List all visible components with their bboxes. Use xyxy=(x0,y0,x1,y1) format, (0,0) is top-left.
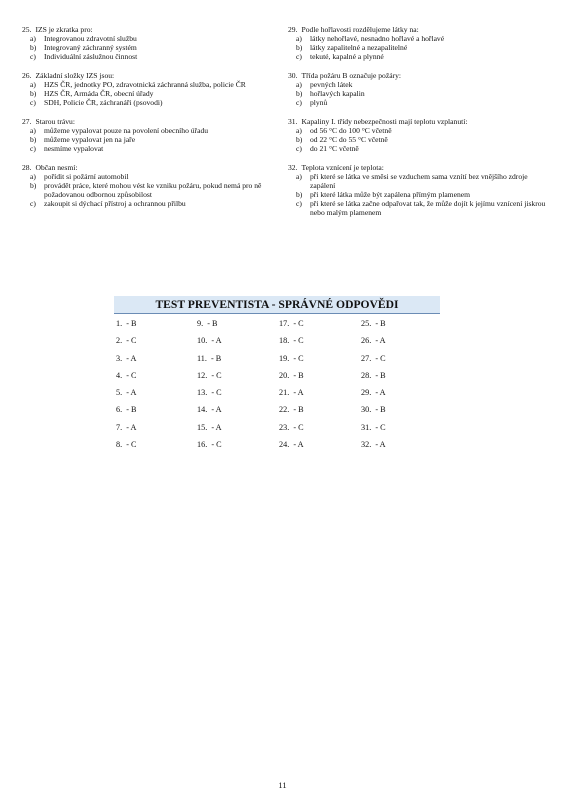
answer-option xyxy=(288,98,546,107)
question-text: Starou trávu: xyxy=(35,117,75,126)
question-text: Občan nesmí: xyxy=(35,163,78,172)
question-text: IZS je zkratka pro: xyxy=(35,25,93,34)
answer-key-item: 14. - A xyxy=(197,405,222,415)
answers-column-1 xyxy=(116,318,136,456)
answer-option xyxy=(288,126,546,135)
option-letter: a) xyxy=(30,126,36,135)
answer-option xyxy=(288,199,546,217)
answer-key-item: 15. - A xyxy=(197,422,222,432)
option-letter: b) xyxy=(296,190,303,199)
answer-option xyxy=(22,126,272,135)
question-block xyxy=(288,25,546,61)
answer-key-item: 13. - C xyxy=(197,388,222,398)
page-number: 11 xyxy=(278,780,287,790)
option-text: látky zapalitelné a nezapalitelné xyxy=(310,43,408,52)
question-block xyxy=(22,71,272,107)
answer-key-item: 21. - A xyxy=(279,388,304,398)
answer-option xyxy=(22,135,272,144)
questions-right-column xyxy=(288,25,546,227)
answers-column-2 xyxy=(197,318,222,456)
questions-left-column xyxy=(22,25,272,218)
answer-key-item: 2. - C xyxy=(116,336,137,346)
question-title xyxy=(288,163,546,172)
option-text: při které se látka ve směsi se vzduchem sama vznítí bez vnějšího zdroje zapálení xyxy=(310,172,528,190)
question-number: 27. xyxy=(22,117,32,126)
option-text: látky nehořlavé, nesnadno hořlavé a hořlavé xyxy=(310,34,445,43)
answer-key-item: 23. - C xyxy=(279,422,304,432)
answer-key-item: 8. - C xyxy=(116,440,137,450)
question-text: Podle hořlavosti rozdělujeme látky na: xyxy=(301,25,419,34)
option-text: zakoupit si dýchací přístroj a ochrannou přilbu xyxy=(44,199,186,208)
option-letter: b) xyxy=(30,89,37,98)
option-letter: a) xyxy=(296,34,302,43)
question-block xyxy=(22,25,272,61)
question-number: 31. xyxy=(288,117,298,126)
option-text: při které se látka začne odpařovat tak, že může dojít k jejímu vznícení jiskrou nebo malým plamenem xyxy=(310,199,546,217)
answer-key-item: 5. - A xyxy=(116,388,137,398)
question-number: 25. xyxy=(22,25,32,34)
answer-option xyxy=(22,199,272,208)
option-letter: c) xyxy=(296,144,302,153)
answer-option xyxy=(22,43,272,52)
option-text: HZS ČR, jednotky PO, zdravotnická záchranná služba, policie ČR xyxy=(44,80,246,89)
option-letter: a) xyxy=(296,80,302,89)
option-letter: b) xyxy=(30,135,37,144)
answer-option xyxy=(288,89,546,98)
answer-option xyxy=(288,43,546,52)
option-text: provádět práce, které mohou vést ke vzniku požáru, pokud nemá pro ně požadovanou odbornou způsobilost xyxy=(44,181,262,199)
answer-option xyxy=(288,80,546,89)
answer-option xyxy=(22,80,272,89)
answer-key-item: 11. - B xyxy=(197,353,222,363)
question-text: Třída požáru B označuje požáry: xyxy=(301,71,402,80)
option-letter: a) xyxy=(296,126,302,135)
option-text: plynů xyxy=(310,98,328,107)
answer-key-item: 16. - C xyxy=(197,440,222,450)
question-title xyxy=(288,117,546,126)
option-letter: b) xyxy=(296,89,303,98)
option-text: při které látka může být zapálena přímým plamenem xyxy=(310,190,471,199)
option-letter: c) xyxy=(30,98,36,107)
answer-option xyxy=(288,135,546,144)
answer-key-item: 29. - A xyxy=(361,388,386,398)
answer-key-item: 10. - A xyxy=(197,336,222,346)
option-letter: b) xyxy=(30,181,37,190)
answer-key-item: 4. - C xyxy=(116,370,137,380)
option-letter: c) xyxy=(30,144,36,153)
question-title xyxy=(288,71,546,80)
option-letter: a) xyxy=(30,34,36,43)
answer-option xyxy=(22,34,272,43)
option-text: můžeme vypalovat jen na jaře xyxy=(44,135,136,144)
question-title xyxy=(22,71,272,80)
option-letter: a) xyxy=(30,80,36,89)
answers-column-4 xyxy=(361,318,386,456)
answer-option xyxy=(288,144,546,153)
option-letter: c) xyxy=(30,199,36,208)
option-letter: c) xyxy=(30,52,36,61)
option-letter: c) xyxy=(296,98,302,107)
question-block xyxy=(22,117,272,153)
answer-key-item: 12. - C xyxy=(197,370,222,380)
answer-key-item: 17. - C xyxy=(279,319,304,328)
answer-key-item: 20. - B xyxy=(279,370,304,380)
question-number: 32. xyxy=(288,163,298,172)
question-block xyxy=(288,117,546,153)
answer-key-item: 32. - A xyxy=(361,440,386,450)
answer-option xyxy=(22,89,272,98)
answer-option xyxy=(22,52,272,61)
answer-option xyxy=(22,144,272,153)
answer-key-item: 18. - C xyxy=(279,336,304,346)
question-number: 30. xyxy=(288,71,298,80)
option-text: do 21 °C včetně xyxy=(310,144,359,153)
option-text: pořídit si požární automobil xyxy=(44,172,129,181)
question-number: 28. xyxy=(22,163,32,172)
option-letter: b) xyxy=(296,135,303,144)
option-text: pevných látek xyxy=(310,80,353,89)
option-text: HZS ČR, Armáda ČR, obecní úřady xyxy=(44,89,154,98)
question-text: Základní složky IZS jsou: xyxy=(35,71,115,80)
answer-key-item: 7. - A xyxy=(116,422,137,432)
answer-key-item: 27. - C xyxy=(361,353,386,363)
option-letter: b) xyxy=(296,43,303,52)
option-text: můžeme vypalovat pouze na povolení obecního úřadu xyxy=(44,126,209,135)
option-text: tekuté, kapalné a plynné xyxy=(310,52,384,61)
option-text: nesmíme vypalovat xyxy=(44,144,104,153)
answer-option xyxy=(22,98,272,107)
question-text: Teplota vznícení je teplota: xyxy=(301,163,384,172)
question-title xyxy=(288,25,546,34)
answer-option xyxy=(288,52,546,61)
answer-key-item: 22. - B xyxy=(279,405,304,415)
answer-key-item: 1. - B xyxy=(116,319,137,328)
answers-title: TEST PREVENTISTA - SPRÁVNÉ ODPOVĚDI xyxy=(114,296,440,314)
answer-option xyxy=(22,172,272,181)
option-text: Individuální záslužnou činnost xyxy=(44,52,138,61)
option-text: Integrovanou zdravotní službu xyxy=(44,34,137,43)
answer-key-item: 3. - A xyxy=(116,353,137,363)
answer-key-item: 6. - B xyxy=(116,405,137,415)
question-block xyxy=(288,163,546,217)
answers-column-3 xyxy=(279,318,304,456)
answer-key-item: 28. - B xyxy=(361,370,386,380)
answer-key-item: 19. - C xyxy=(279,353,304,363)
answer-option xyxy=(22,181,272,199)
question-number: 29. xyxy=(288,25,298,34)
option-letter: b) xyxy=(30,43,37,52)
question-title xyxy=(22,163,272,172)
question-number: 26. xyxy=(22,71,32,80)
question-title xyxy=(22,117,272,126)
option-letter: c) xyxy=(296,199,302,208)
option-letter: a) xyxy=(296,172,302,181)
answer-key-item: 24. - A xyxy=(279,440,304,450)
option-text: od 22 °C do 55 °C včetně xyxy=(310,135,388,144)
option-text: od 56 °C do 100 °C včetně xyxy=(310,126,392,135)
answer-option xyxy=(288,172,546,190)
option-letter: a) xyxy=(30,172,36,181)
question-text: Kapaliny I. třídy nebezpečnosti mají teplotu vzplanutí: xyxy=(301,117,468,126)
answer-key-item: 31. - C xyxy=(361,422,386,432)
answer-key-item: 9. - B xyxy=(197,319,218,328)
option-text: SDH, Policie ČR, záchranáři (psovodi) xyxy=(44,98,163,107)
question-block xyxy=(22,163,272,208)
answer-key-item: 25. - B xyxy=(361,319,386,328)
question-block xyxy=(288,71,546,107)
option-text: hořlavých kapalin xyxy=(310,89,365,98)
answer-option xyxy=(288,190,546,199)
answer-key-item: 26. - A xyxy=(361,336,386,346)
option-letter: c) xyxy=(296,52,302,61)
question-title xyxy=(22,25,272,34)
option-text: Integrovaný záchranný systém xyxy=(44,43,137,52)
answer-key-item: 30. - B xyxy=(361,405,386,415)
answer-option xyxy=(288,34,546,43)
